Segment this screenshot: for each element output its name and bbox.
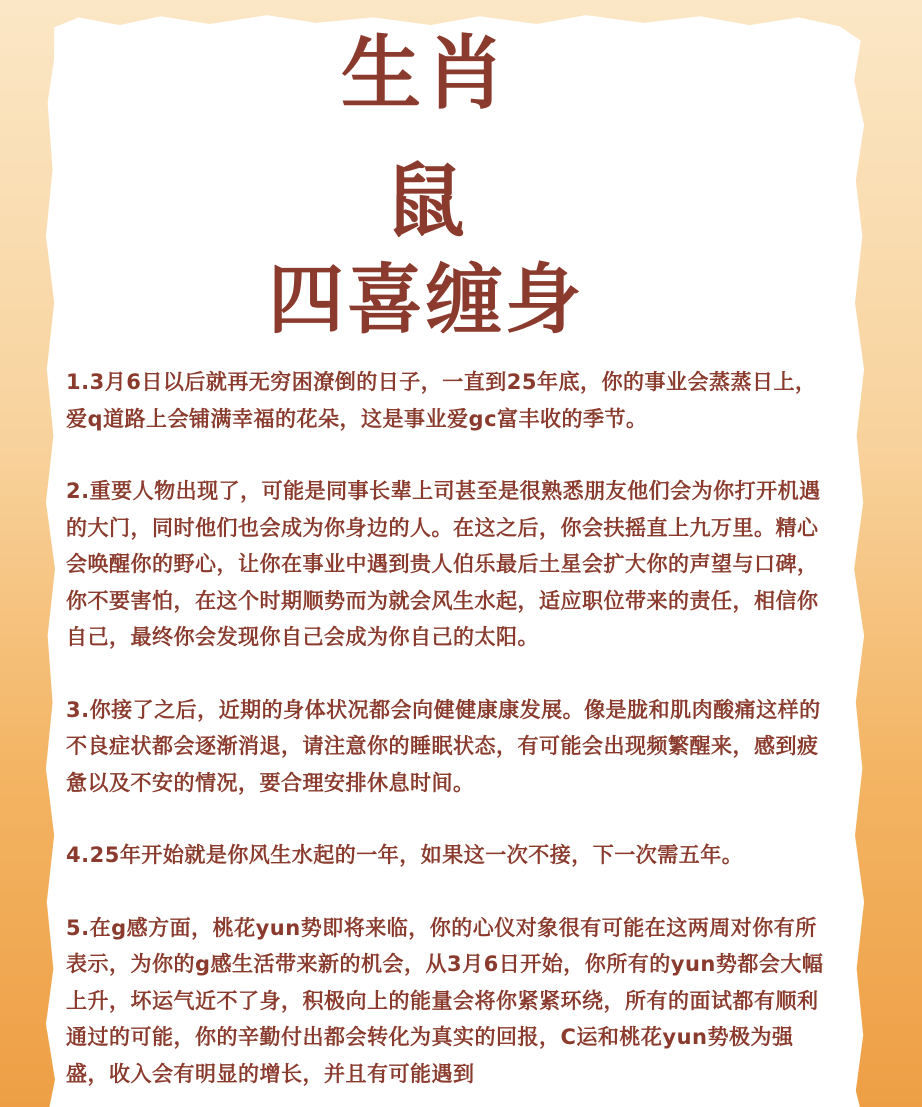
paragraph-2: 2.重要人物出现了，可能是同事长辈上司甚至是很熟悉朋友他们会为你打开机遇的大门，同时他们也会成为你身边的人。在这之后，你会扶摇直上九万里。精心会唤醒你的野心，让你在事业中遇到贵人伯乐最后土星会扩大你的声望与口碑，你不要害怕，在这个时期顺势而为就会风生水起，适应职位带来的责任，相信你自己，最终你会发现你自己会成为你自己的太阳。 <box>66 479 821 649</box>
paragraph-4: 4.25年开始就是你风生水起的一年，如果这一次不接，下一次需五年。 <box>66 843 744 867</box>
paragraph-1: 1.3月6日以后就再无穷困潦倒的日子，一直到25年底，你的事业会蒸蒸日上，爱q道路上会铺满幸福的花朵，这是事业爱gc富丰收的季节。 <box>66 370 817 431</box>
title-zodiac: 生肖 <box>341 27 509 120</box>
paragraph-3: 3.你接了之后，近期的身体状况都会向健健康康发展。像是胧和肌肉酸痛这样的不良症状都会逐渐消退，请注意你的睡眠状态，有可能会出现频繁醒来，感到疲惫以及不安的情况，要合理安排休息时间。 <box>66 697 821 795</box>
article-body <box>66 364 836 1107</box>
paragraph-5: 5.在g感方面，桃花yun势即将来临，你的心仪对象很有可能在这两周对你有所表示，为你的g感生活带来新的机会，从3月6日开始，你所有的yun势都会大幅上升，坏运气近不了身，积极向上的能量会将你紧紧环绕，所有的面试都有顺利通过的可能，你的辛勤付出都会转化为真实的回报，C运和桃花yun势极为强盛，收入会有明显的增长，并且有可能遇到 <box>66 915 824 1086</box>
title-four-joys: 四喜缠身 <box>268 255 584 344</box>
title-rat: 鼠 <box>385 155 465 248</box>
